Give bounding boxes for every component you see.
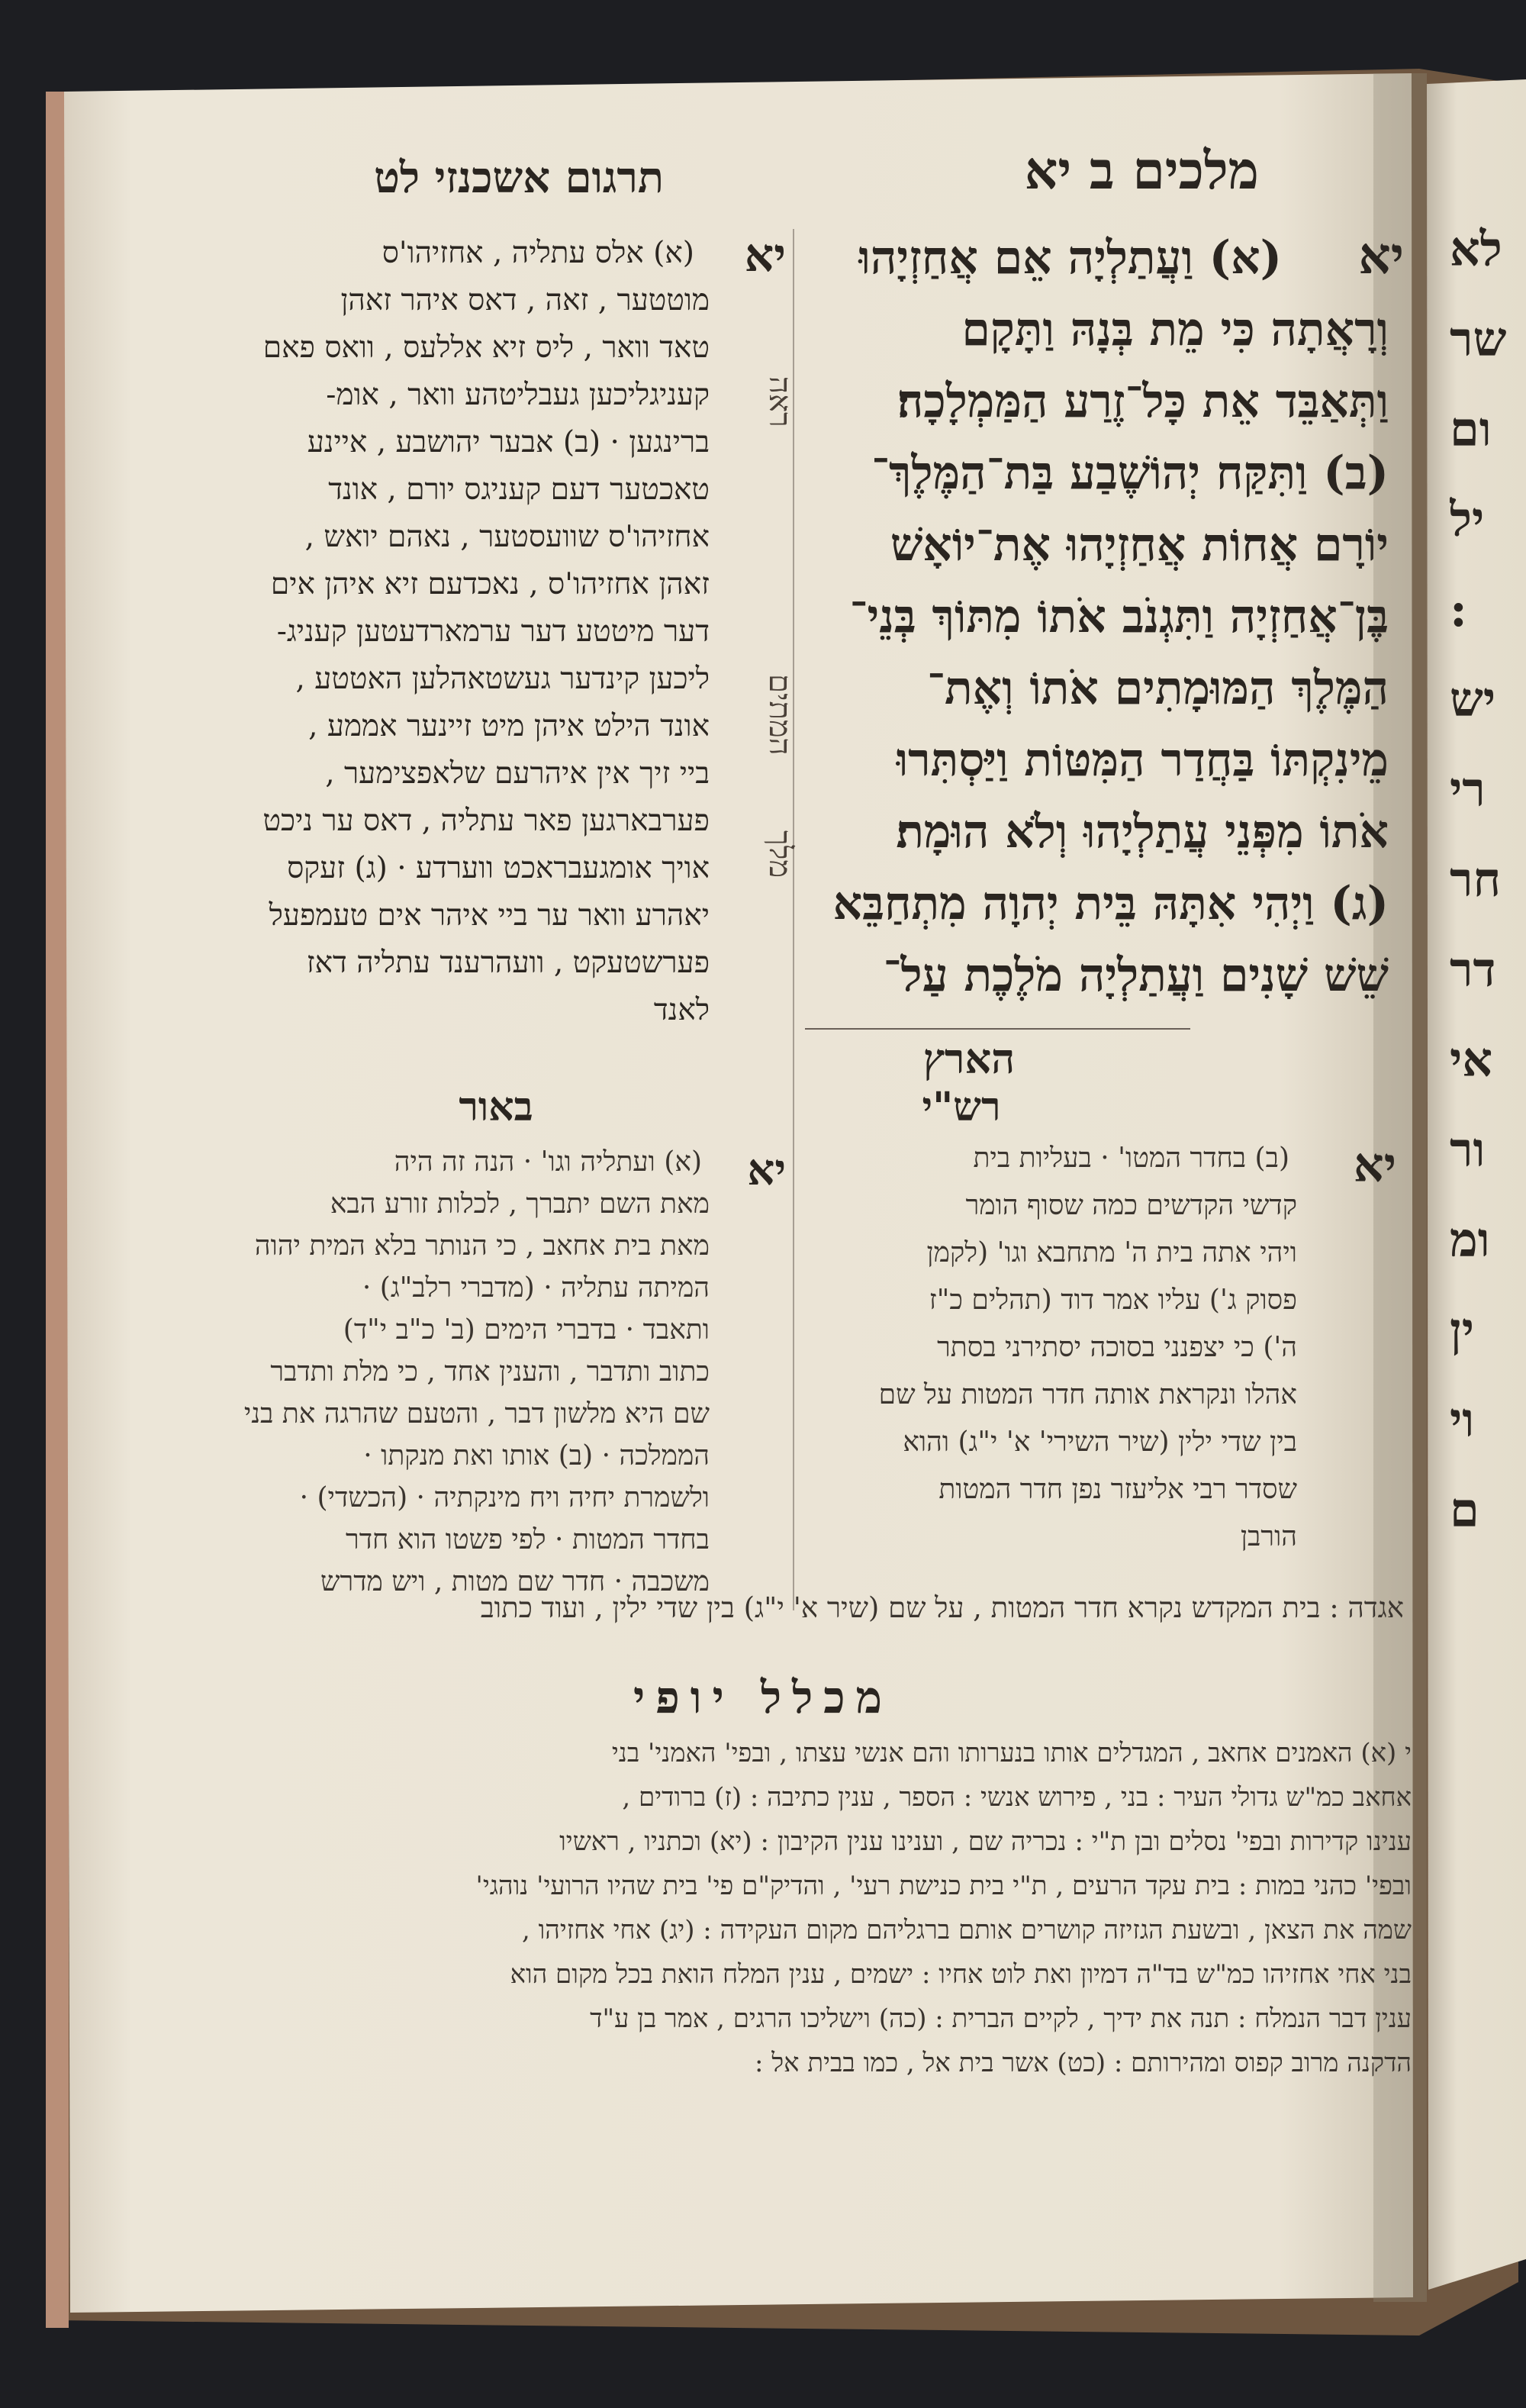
right-page-fragment: יש: [1450, 672, 1496, 727]
rashi-line: שסדר רבי אליעזר נפן חדר המטות: [938, 1476, 1297, 1505]
right-page-fragment: ם: [1450, 1482, 1479, 1538]
margin-note: המתים: [762, 674, 797, 756]
bible-line: וַתְּאַבֵּד אֵת כָּל־זֶרַע הַמַּמְלָכָה׃: [897, 379, 1389, 428]
michlal-line: הדקנה מרוב קפוס ומהירותם : (כט) אשר בית אל , כמו בבית אל :: [754, 2050, 1412, 2078]
rashi-line: הורבן: [1240, 1523, 1297, 1552]
rashi-line: אהלו ונקראת אותה חדר המטות על שם: [878, 1381, 1297, 1410]
right-page-fragment: רי: [1450, 762, 1486, 817]
right-page-fragment: אי: [1450, 1032, 1493, 1088]
targum-line: ביי זיך אין איהרעם שלאפצימער ,: [325, 759, 710, 791]
bible-line: שֵׁשׁ שָׁנִים וַעֲתַלְיָה מֹלֶכֶת עַל־: [883, 953, 1389, 1002]
michlal-line: י (א) האמנים אחאב , המגדלים אותו בנערותו והם אנשי עצתו , ובפי' האמני' בני: [611, 1740, 1412, 1768]
bible-catchword: הארץ: [922, 1038, 1016, 1083]
targum-line: יאהרע וואר ער ביי איהר אים טעמפעל: [269, 901, 710, 933]
michlal-line: ענינו קדירות ובפי' נסלים ובן ת"י : נכריה שם , וענינו ענין הקיבון : (יא) וכתניו , ראשיו: [559, 1829, 1412, 1857]
rashi-line: ה') כי יצפנני בסוכה יסתירני בסתר: [937, 1334, 1297, 1363]
biur-line: משכבה · חדר שם מטות , ויש מדרש: [320, 1568, 710, 1597]
biur-line: מאת השם יתברך , לכלות זורע הבא: [330, 1191, 710, 1220]
michlal-line: בני אחי אחזיהו כמ"ש בד"ה דמיון ואת לוט אחיו : ישמים , ענין המלח הואת בכל מקום הוא: [510, 1962, 1412, 1990]
rashi-line: פסוק ג') עליו אמר דוד (תהלים כ"ז: [929, 1287, 1297, 1316]
right-page-fragment: חר: [1450, 852, 1502, 907]
targum-line: זאהן אחזיהו'ס , נאכדעם זיא איהן אים: [270, 569, 710, 601]
targum-line: לאנד: [653, 995, 710, 1027]
right-page-fragment: ום: [1450, 401, 1492, 457]
targum-line: ליכען קינדער געשטאהלען האטטע ,: [295, 664, 710, 696]
targum-line: טאכטער דעם קעניגס יורם , אונד: [328, 475, 710, 507]
targum-line: פערשטעקט , וועהרענד עתליה דאז: [306, 948, 710, 980]
right-page-fragment: דר: [1450, 942, 1496, 998]
right-page-fragment: שר: [1450, 311, 1507, 367]
biur-line: ולשמרת יחיה ויח מינקתיה · (הכשדי) ·: [299, 1484, 710, 1513]
bible-line: בֶּן־אֲחַזְיָה וַתִּגְנֹב אֹתוֹ מִתּוֹךְ בְּנֵי־: [849, 594, 1389, 643]
targum-line: דער מיטטע דער ערמארדעטען קעניג-: [276, 617, 710, 649]
targum-title: תרגום אשכנזי לט: [374, 153, 664, 203]
rashi-line: בין שדי ילין (שיר השירי' א' י"ג) והוא: [903, 1429, 1297, 1458]
targum-line: אונד הילט איהן מיט זיינער אממע ,: [308, 711, 710, 743]
targum-line: ברינגען · (ב) אבער יהושבע , איינע: [307, 427, 710, 459]
rashi-line: ויהי אתה בית ה' מתחבא וגו' (לקמן: [926, 1239, 1297, 1268]
book-title: מלכים ב יא: [1024, 140, 1259, 201]
right-page-fragment: ין: [1450, 1302, 1475, 1358]
bible-line: מֵינִקְתּוֹ בַּחֲדַר הַמִּטּוֹת וַיַּסְתִּרוּ: [896, 737, 1389, 787]
michlal-line: אחאב כמ"ש גדולי העיר : בני , פירוש אנשי : הספר , ענין כתיבה : (ז) ברודים ,: [622, 1784, 1412, 1813]
targum-line: (א) אלס עתליה , אחזיהו'ס: [382, 238, 694, 270]
biur-line: ותאבד · בדברי הימים (ב' כ"ב י"ד): [343, 1317, 710, 1346]
bible-line: אֹתוֹ מִפְּנֵי עֲתַלְיָהוּ וְלֹא הוּמָת׃: [896, 809, 1389, 859]
bible-line: וְרָאֲתָה כִּי מֵת בְּנָהּ וַתָּקָם: [961, 307, 1389, 356]
rashi-line: קדשי הקדשים כמה שסוף הומר: [965, 1192, 1297, 1221]
biur-line: הממלכה · (ב) אותו ואת מנקתו ·: [363, 1443, 710, 1472]
right-page-fragment: וי: [1450, 1392, 1475, 1448]
right-page-fragment: לא: [1450, 221, 1502, 277]
biur-line: המיתה עתליה · (מדברי רלב"ג) ·: [362, 1275, 710, 1304]
biur-chapter-mark: יא: [747, 1145, 786, 1195]
margin-note: מלך: [762, 830, 797, 878]
bible-line: (א) וַעֲתַלְיָה אֵם אֲחַזְיָהוּ: [858, 235, 1282, 285]
targum-chapter-mark: יא: [744, 229, 786, 282]
right-page-fragment: ומ: [1450, 1212, 1490, 1268]
right-page-fragment: :: [1450, 582, 1467, 637]
michlal-line: שמה את הצאן , ובשעת הגזיזה קושרים אותם ברגליהם מקום העקידה : (יג) אחי אחזיהו ,: [521, 1917, 1412, 1945]
biur-line: (א) ועתליה וגו' · הנה זה היה: [394, 1149, 702, 1178]
michlal-title: מכלל יופי: [633, 1671, 893, 1723]
bible-line: הַמֶּלֶךְ הַמּוּמָתִים אֹתוֹ וְאֶת־: [927, 666, 1389, 715]
rashi-chapter-mark: יא: [1353, 1137, 1396, 1193]
targum-line: מוטטער , זאה , דאס איהר זאהן: [340, 285, 710, 318]
targum-line: קעניגליכען געבליטהע וואר , אומ-: [326, 380, 710, 412]
bible-line: יוֹרָם אֲחוֹת אֲחַזְיָהוּ אֶת־יוֹאָשׁ: [890, 522, 1389, 572]
rashi-title: רש"י: [922, 1084, 1001, 1130]
rashi-aggada-line: אגדה : בית המקדש נקרא חדר המטות , על שם (שיר א' י"ג) בין שדי ילין , ועוד כתוב: [480, 1594, 1404, 1624]
targum-line: טאד וואר , ליס זיא אללעס , וואס פאם: [262, 333, 710, 365]
targum-line: אויך אומגעבראכט ווערדע · (ג) זעקס: [287, 853, 710, 885]
michlal-line: ובפי' כהני במות : בית עקד הרעים , ת"י בית כנישת רעי' , והדיק"ם פי' בית שהיו הרועי' נוהגי': [475, 1873, 1412, 1901]
biur-line: שם היא מלשון דבר , והטעם שהרגה את בני: [243, 1401, 710, 1430]
biur-line: כתוב ותדבר , והענין אחד , כי מלת ותדבר: [270, 1359, 710, 1388]
right-page-fragment: יל: [1450, 492, 1485, 547]
bible-chapter-mark: יא: [1358, 226, 1404, 285]
biur-title: באור: [459, 1084, 533, 1130]
margin-note: ראה: [762, 376, 797, 427]
biur-line: בחדר המטות · לפי פשטו הוא חדר: [346, 1526, 710, 1555]
right-page-fragment: ור: [1450, 1122, 1486, 1178]
bible-line: (ב) וַתִּקַּח יְהוֹשֶׁבַע בַּת־הַמֶּלֶךְ־: [871, 450, 1389, 500]
rashi-line: (ב) בחדר המטו' · בעליות בית: [973, 1145, 1289, 1174]
michlal-line: ענין דבר הנמלח : תנה את ידיך , לקיים הברית : (כה) וישליכו הרגים , אמר בן ע"ד: [590, 2006, 1412, 2034]
bible-line: (ג) וַיְהִי אִתָּהּ בֵּית יְהוָה מִתְחַבֵּא: [832, 881, 1389, 930]
biur-line: מאת בית אחאב , כי הנותר בלא המית יהוה: [254, 1233, 710, 1262]
targum-line: פערבארגען פאר עתליה , דאס ער ניכט: [262, 806, 710, 838]
targum-line: אחזיהו'ס שוועסטער , נאהם יואש ,: [304, 522, 710, 554]
